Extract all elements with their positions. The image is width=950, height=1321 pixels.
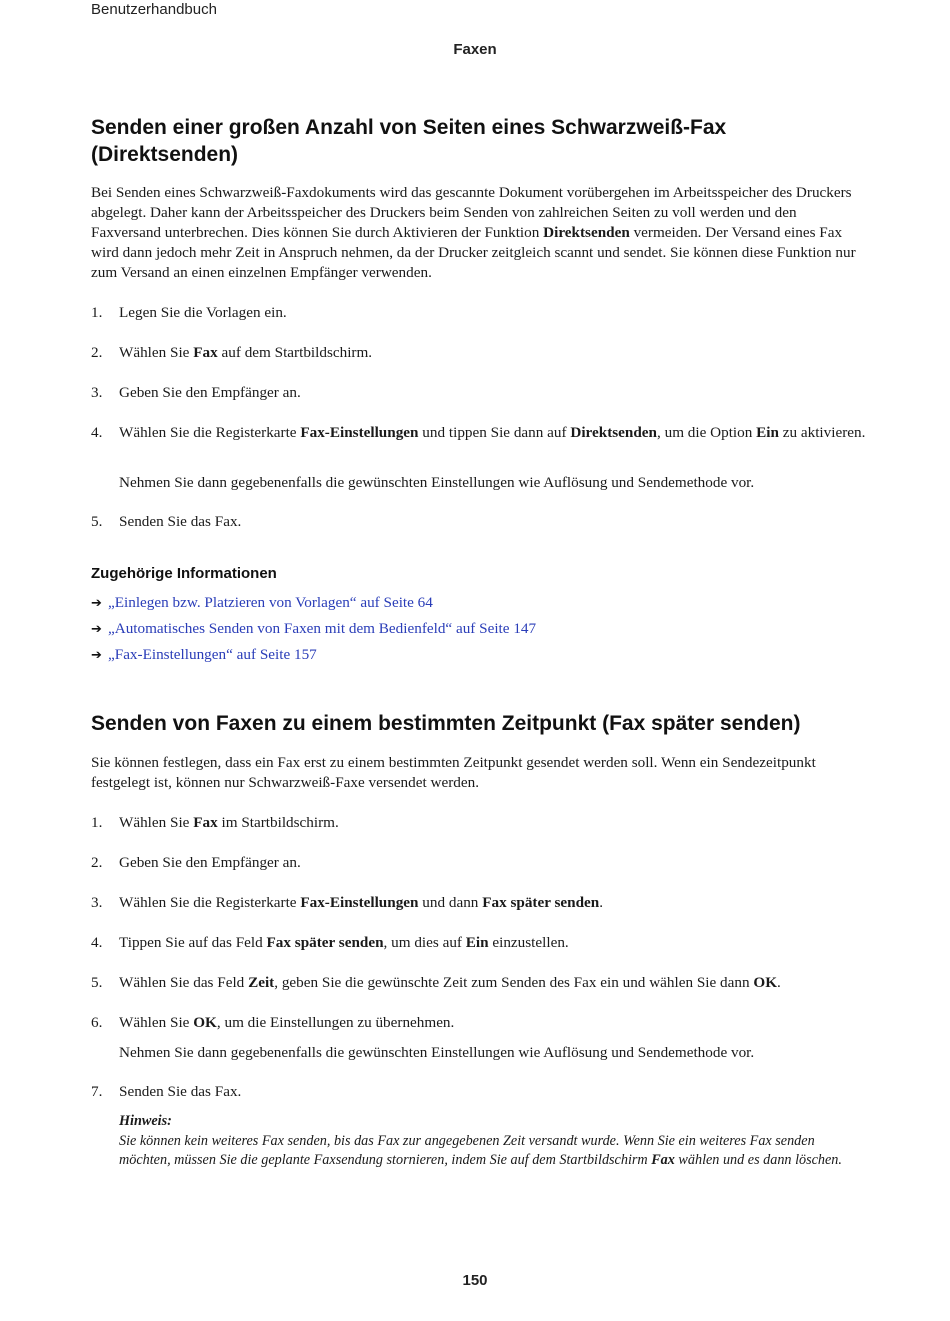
related-link-row (91, 619, 536, 640)
note-box (119, 1112, 859, 1171)
related-link-fax-einstellungen[interactable]: „Fax-Einstellungen“ auf Seite 157 (108, 646, 317, 663)
list-item: 3. Geben Sie den Empfänger an. (91, 384, 301, 401)
list-item: 4. Wählen Sie die Registerkarte Fax-Einstellungen und tippen Sie dann auf Direktsenden, um die Option Ein zu aktivieren. (91, 424, 866, 441)
related-info-heading: Zugehörige Informationen (91, 565, 277, 582)
related-link-row (91, 645, 317, 666)
list-item: 4. Tippen Sie auf das Feld Fax später senden, um dies auf Ein einzustellen. (91, 934, 569, 951)
section2-intro: Sie können festlegen, dass ein Fax erst zu einem bestimmten Zeitpunkt gesendet werden soll. Wenn ein Sendezeitpunkt festgelegt ist, können nur Schwarzweiß-Faxe versendet werden. (91, 754, 816, 791)
section-title-fax-spaeter-senden: Senden von Faxen zu einem bestimmten Zeitpunkt (Fax später senden) (91, 712, 801, 735)
running-header: Benutzerhandbuch (91, 1, 217, 18)
related-link-automatisches-senden[interactable]: „Automatisches Senden von Faxen mit dem Bedienfeld“ auf Seite 147 (108, 620, 537, 637)
list-item: 5. Senden Sie das Fax. (91, 513, 242, 530)
page-number: 150 (462, 1272, 488, 1289)
list-item: 6. Wählen Sie OK, um die Einstellungen zu übernehmen. (91, 1014, 455, 1031)
related-link-vorlagen[interactable]: „Einlegen bzw. Platzieren von Vorlagen“ auf Seite 64 (108, 594, 433, 611)
list-item: 7. Senden Sie das Fax. (91, 1083, 242, 1100)
arrow-right-icon: ➔ (91, 648, 102, 663)
section-title-direktsenden: Senden einer großen Anzahl von Seiten eines Schwarzweiß-Fax (Direktsenden) (91, 116, 727, 166)
step-subtext: Nehmen Sie dann gegebenenfalls die gewünschten Einstellungen wie Auflösung und Sendemethode vor. (119, 474, 755, 491)
list-item: 3. Wählen Sie die Registerkarte Fax-Einstellungen und dann Fax später senden. (91, 894, 604, 911)
note-title: Hinweis: (119, 1113, 172, 1129)
related-link-row (91, 593, 433, 614)
note-text: Sie können kein weiteres Fax senden, bis das Fax zur angegebenen Zeit versandt wurde. Wenn Sie ein weiteres Fax senden möchten, müssen Sie die geplante Faxsendung stornieren, indem Sie auf dem Startbildschirm Fax wählen und es dann löschen. (119, 1132, 842, 1168)
arrow-right-icon: ➔ (91, 596, 102, 611)
list-item: 5. Wählen Sie das Feld Zeit, geben Sie die gewünschte Zeit zum Senden des Fax ein und wählen Sie dann OK. (91, 974, 781, 991)
arrow-right-icon: ➔ (91, 622, 102, 637)
list-item: 2. Wählen Sie Fax auf dem Startbildschirm. (91, 344, 373, 361)
chapter-title: Faxen (453, 41, 497, 58)
list-item: 1. Legen Sie die Vorlagen ein. (91, 304, 287, 321)
list-item: 1. Wählen Sie Fax im Startbildschirm. (91, 814, 339, 831)
section1-intro: Bei Senden eines Schwarzweiß-Faxdokuments wird das gescannte Dokument vorübergehen im Arbeitsspeicher des Druckers abgelegt. Daher kann der Arbeitsspeicher des Druckers beim Senden von zahlreichen Seiten zu voll werden und den Faxversand unterbrechen. Dies können Sie durch Aktivieren der Funktion Direktsenden vermeiden. Der Versand eines Fax wird dann jedoch mehr Zeit in Anspruch nehmen, da der Drucker zeitgleich scannt und sendet. Sie können diese Funktion nur zum Versand an einen einzelnen Empfänger verwenden. (91, 184, 856, 281)
step-subtext: Nehmen Sie dann gegebenenfalls die gewünschten Einstellungen wie Auflösung und Sendemethode vor. (119, 1044, 755, 1061)
list-item: 2. Geben Sie den Empfänger an. (91, 854, 301, 871)
